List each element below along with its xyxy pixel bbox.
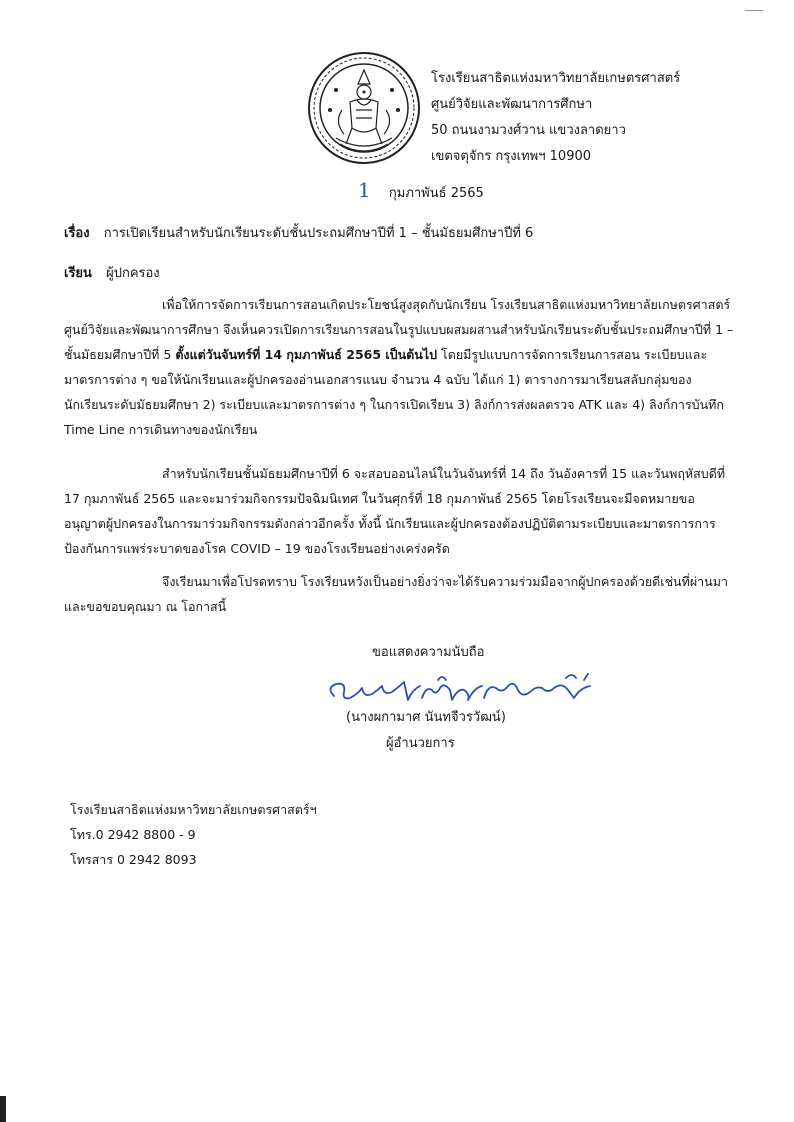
salutation-label: เรียน <box>64 266 92 281</box>
body-paragraph-3 <box>64 569 734 619</box>
paragraph-text: โดยมีรูปแบบการจัดการเรียนการสอน ระเบียบและมาตรการต่าง ๆ ขอให้นักเรียนและผู้ปกครองอ่านเอกสารแนบ จำนวน 4 ฉบับ ได้แก่ 1) ตารางการมาเรียนสลับกลุ่มของนักเรียนระดับมัธยมศึกษา 2) ระเบียบและมาตรการต่าง ๆ ในการเปิดเรียน 3) ลิงก์การส่งผลตรวจ ATK และ 4) ลิงก์การบันทึก Time Line การเดินทางของนักเรียน <box>64 347 724 437</box>
subject-label: เรื่อง <box>64 226 90 241</box>
address-line: โรงเรียนสาธิตแห่งมหาวิทยาลัยเกษตรศาสตร์ <box>431 71 681 86</box>
paragraph-text: เพื่อให้การจัดการเรียนการสอนเกิดประโยชน์สูงสุดกับนักเรียน โรงเรียนสาธิตแห่งมหาวิทยาลัยเกษตรศาสตร์ ศูนย์วิจัยและพัฒนาการศึกษา จึงเห็นควรเปิดการเรียนการสอนในรูปแบบผสมผสานสำหรับนักเรียนระดับชั้นประถมศึกษาปีที่ 1 – ชั้นมัธยมศึกษาปีที่ 5 <box>64 297 734 362</box>
footer-org: โรงเรียนสาธิตแห่งมหาวิทยาลัยเกษตรศาสตร์ฯ <box>70 802 317 817</box>
subject-text: การเปิดเรียนสำหรับนักเรียนระดับชั้นประถมศึกษาปีที่ 1 – ชั้นมัธยมศึกษาปีที่ 6 <box>103 226 534 241</box>
paragraph-emphasis: ตั้งแต่วันจันทร์ที่ 14 กุมภาพันธ์ 2565 เป็นต้นไป <box>175 347 438 362</box>
letterhead-address <box>431 66 680 170</box>
footer-contact <box>70 797 317 872</box>
footer-tel: โทร.0 2942 8800 - 9 <box>70 827 196 842</box>
school-seal-icon <box>306 50 422 166</box>
address-line: 50 ถนนงามวงศ์วาน แขวงลาดยาว <box>431 123 626 138</box>
footer-fax: โทรสาร 0 2942 8093 <box>70 852 197 867</box>
letter-date <box>358 178 484 203</box>
salutation-text: ผู้ปกครอง <box>106 266 160 281</box>
paragraph-text: จึงเรียนมาเพื่อโปรดทราบ โรงเรียนหวังเป็นอย่างยิ่งว่าจะได้รับความร่วมมือจากผู้ปกครองด้วยดีเช่นที่ผ่านมา และขอขอบคุณมา ณ โอกาสนี้ <box>64 574 728 614</box>
signer-name: (นางผกามาศ นันทจีวรวัฒน์) <box>346 710 506 725</box>
body-paragraph-2 <box>64 461 734 561</box>
signer-position: ผู้อำนวยการ <box>386 736 455 751</box>
paragraph-text: สำหรับนักเรียนชั้นมัธยมศึกษาปีที่ 6 จะสอบออนไลน์ในวันจันทร์ที่ 14 ถึง วันอังคารที่ 15 และวันพฤหัสบดีที่ 17 กุมภาพันธ์ 2565 และจะมาร่วมกิจกรรมปัจฉิมนิเทศ ในวันศุกร์ที่ 18 กุมภาพันธ์ 2565 โดยโรงเรียนจะมีจดหมายขออนุญาตผู้ปกครองในการมาร่วมกิจกรรมดังกล่าวอีกครั้ง ทั้งนี้ นักเรียนและผู้ปกครองต้องปฏิบัติตามระเบียบและมาตรการการป้องกันการแพร่ระบาดของโรค COVID – 19 ของโรงเรียนอย่างเคร่งครัด <box>64 466 726 556</box>
scan-artifact-edge <box>0 1096 6 1122</box>
address-line: เขตจตุจักร กรุงเทพฯ 10900 <box>431 149 592 164</box>
scan-artifact-top <box>745 10 763 11</box>
date-day: 1 <box>358 178 371 202</box>
address-line: ศูนย์วิจัยและพัฒนาการศึกษา <box>431 97 593 112</box>
subject-line <box>64 222 533 243</box>
salutation-line <box>64 262 160 283</box>
closing-text: ขอแสดงความนับถือ <box>372 645 485 660</box>
body-paragraph-1 <box>64 292 734 442</box>
date-month-year: กุมภาพันธ์ 2565 <box>388 186 484 201</box>
